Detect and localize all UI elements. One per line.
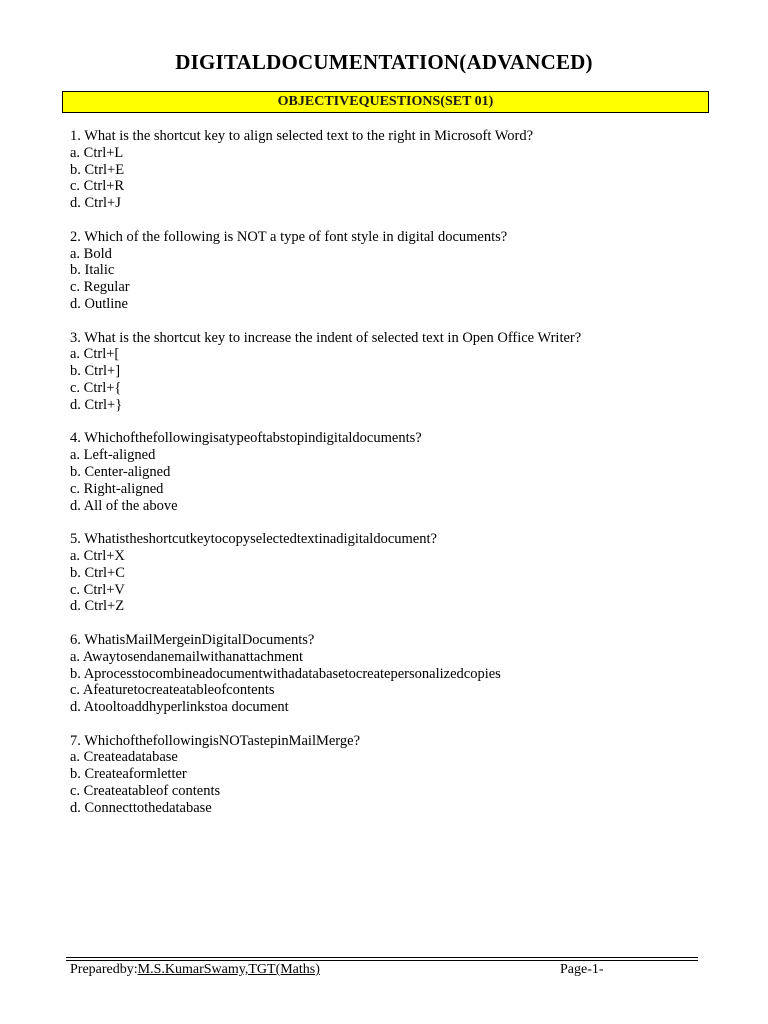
- option: b. Aprocesstocombineadocumentwithadatabasetocreatepersonalizedcopies: [70, 665, 501, 682]
- option: b. Center-aligned: [70, 463, 171, 480]
- question-item: [70, 330, 710, 414]
- question-item: [70, 430, 710, 514]
- option: c. Ctrl+R: [70, 178, 125, 195]
- question-text: 3. What is the shortcut key to increase the indent of selected text in Open Office Writer?: [70, 329, 582, 346]
- option: b. Ctrl+E: [70, 161, 125, 178]
- document-title: DIGITALDOCUMENTATION(ADVANCED): [175, 50, 593, 74]
- option: a. Ctrl+X: [70, 547, 125, 564]
- question-list: [70, 128, 710, 833]
- option: a. Ctrl+[: [70, 346, 120, 363]
- option: d. Ctrl+Z: [70, 598, 125, 615]
- question-text: 2. Which of the following is NOT a type of font style in digital documents?: [70, 228, 508, 245]
- question-item: [70, 229, 710, 313]
- option: d. Atooltoaddhyperlinkstoa document: [70, 699, 289, 716]
- option: a. Ctrl+L: [70, 144, 124, 161]
- option: c. Createatableof contents: [70, 783, 221, 800]
- option: a. Left-aligned: [70, 447, 156, 464]
- page-number: Page-1-: [560, 962, 604, 977]
- option: c. Regular: [70, 279, 130, 296]
- question-item: [70, 128, 710, 212]
- option: c. Afeaturetocreateatableofcontents: [70, 682, 275, 699]
- question-item: [70, 733, 710, 817]
- option: b. Italic: [70, 262, 115, 279]
- question-text: 5. Whatistheshortcutkeytocopyselectedtextinadigitaldocument?: [70, 531, 437, 548]
- option: d. Ctrl+}: [70, 396, 123, 413]
- option: d. All of the above: [70, 497, 178, 514]
- option: c. Right-aligned: [70, 480, 164, 497]
- question-item: [70, 531, 710, 615]
- option: d. Ctrl+J: [70, 195, 121, 212]
- footer-rule-bottom: [66, 960, 698, 961]
- footer-rule-top: [66, 957, 698, 958]
- option: b. Createaformletter: [70, 766, 187, 783]
- page-footer: [70, 962, 670, 982]
- option: c. Ctrl+V: [70, 581, 125, 598]
- footer-prepared: [70, 962, 320, 978]
- option: b. Ctrl+]: [70, 363, 121, 380]
- question-text: 7. WhichofthefollowingisNOTastepinMailMerge?: [70, 732, 360, 749]
- section-banner: OBJECTIVEQUESTIONS(SET 01): [62, 91, 709, 113]
- option: a. Bold: [70, 245, 112, 262]
- question-text: 6. WhatisMailMergeinDigitalDocuments?: [70, 631, 315, 648]
- option: c. Ctrl+{: [70, 379, 122, 396]
- option: d. Outline: [70, 295, 128, 312]
- question-text: 4. Whichofthefollowingisatypeoftabstopindigitaldocuments?: [70, 430, 422, 447]
- question-item: [70, 632, 710, 716]
- option: b. Ctrl+C: [70, 564, 125, 581]
- question-text: 1. What is the shortcut key to align selected text to the right in Microsoft Word?: [70, 128, 534, 144]
- option: a. Awaytosendanemailwithanattachment: [70, 648, 304, 665]
- option: d. Connecttothedatabase: [70, 799, 212, 816]
- author-name: M.S.KumarSwamy,TGT(Maths): [137, 962, 320, 977]
- prepared-by-label: Preparedby:: [70, 962, 138, 977]
- option: a. Createadatabase: [70, 749, 178, 766]
